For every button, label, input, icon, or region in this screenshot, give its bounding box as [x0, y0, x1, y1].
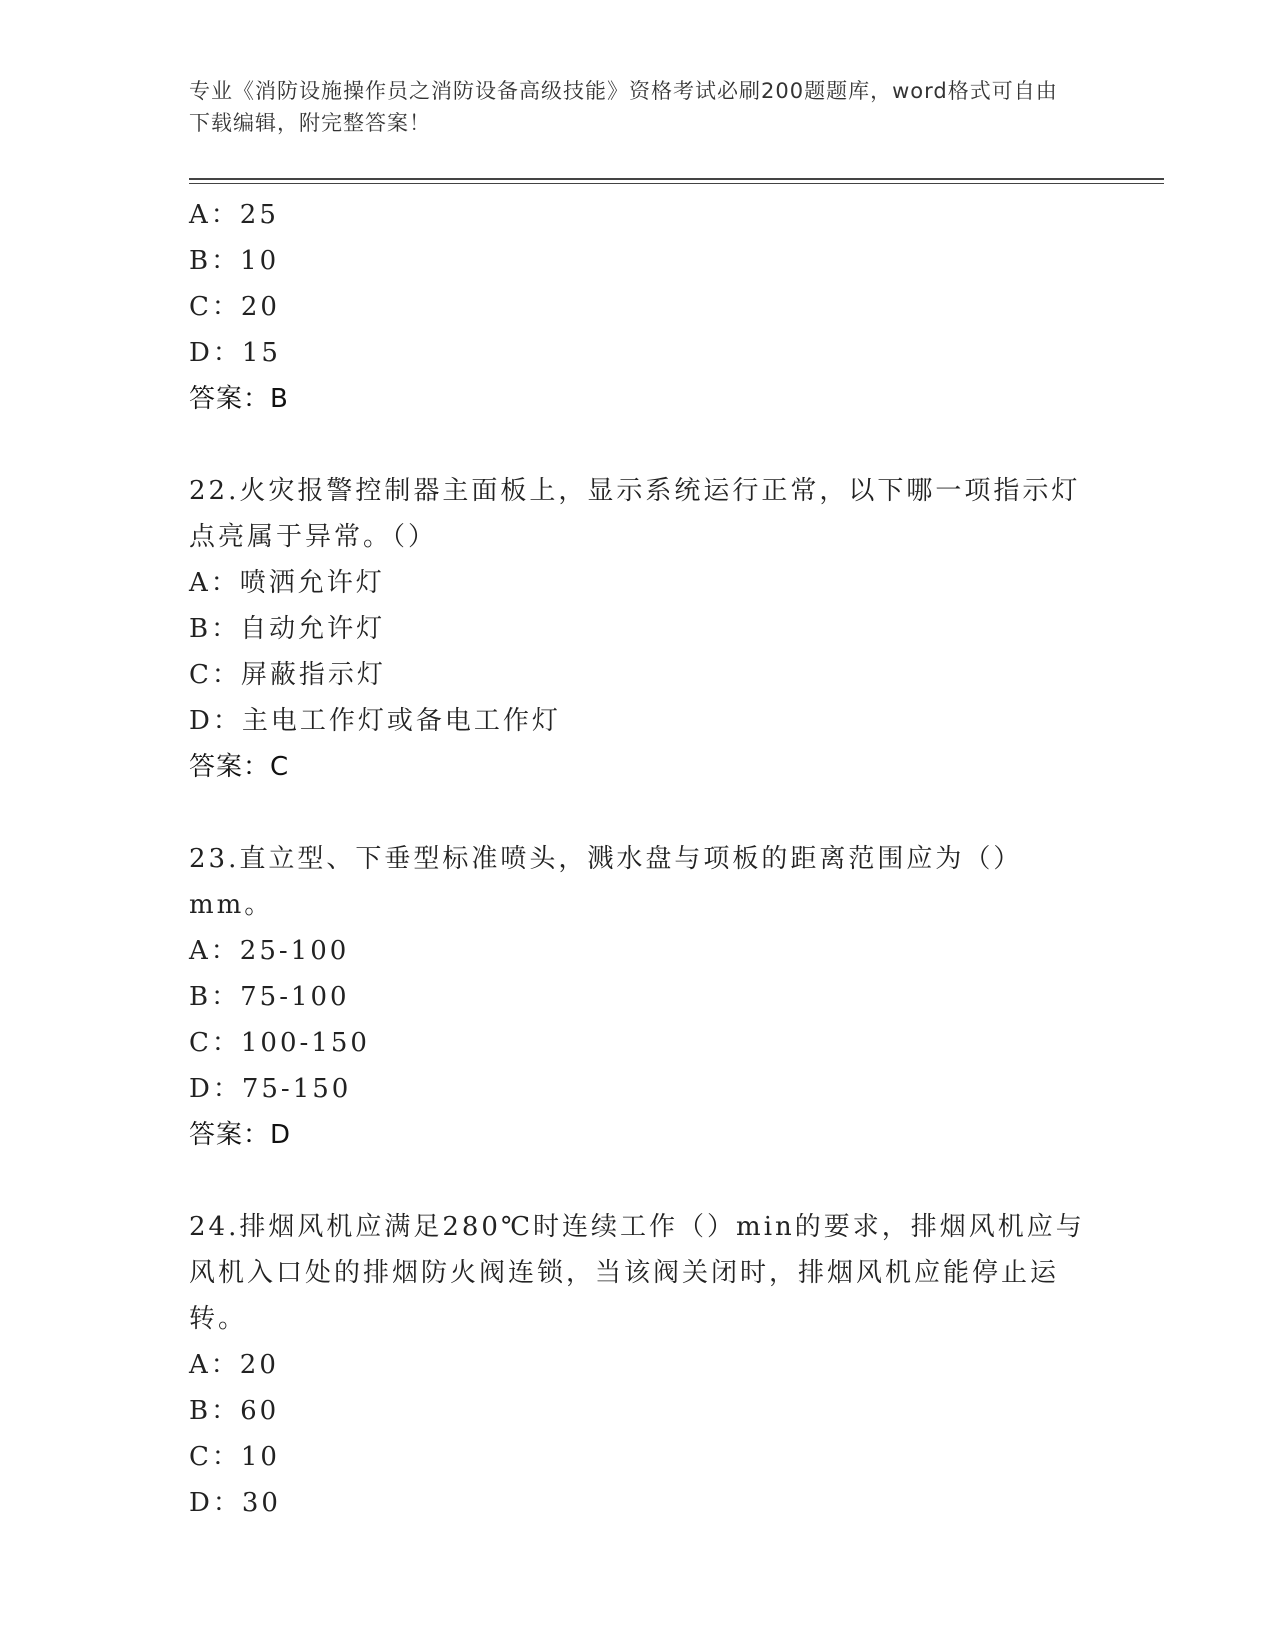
- header-divider-thick: [189, 178, 1164, 180]
- question-21: [189, 192, 1089, 422]
- question-22: [189, 468, 1089, 790]
- option-a: A：25: [189, 200, 279, 230]
- answer: 答案：C: [189, 752, 290, 782]
- option-c: C：20: [189, 292, 280, 322]
- question-list: [189, 192, 1089, 1526]
- question-24: [189, 1204, 1089, 1526]
- option-c: C：100-150: [189, 1028, 370, 1058]
- option-b: B：60: [189, 1396, 280, 1426]
- option-d: D：主电工作灯或备电工作灯: [189, 706, 561, 736]
- question-text: 22.火灾报警控制器主面板上，显示系统运行正常，以下哪一项指示灯点亮属于异常。（）: [189, 476, 1081, 552]
- option-a: A：喷洒允许灯: [189, 568, 385, 598]
- answer: 答案：B: [189, 384, 289, 414]
- option-c: C：屏蔽指示灯: [189, 660, 386, 690]
- question-23: [189, 836, 1089, 1158]
- option-b: B：10: [189, 246, 280, 276]
- question-text: 24.排烟风机应满足280℃时连续工作（）min的要求，排烟风机应与风机入口处的排烟防火阀连锁，当该阀关闭时，排烟风机应能停止运转。: [189, 1212, 1085, 1334]
- option-b: B：75-100: [189, 982, 350, 1012]
- option-a: A：25-100: [189, 936, 350, 966]
- question-text: 23.直立型、下垂型标准喷头，溅水盘与项板的距离范围应为（）mm。: [189, 844, 1023, 920]
- option-b: B：自动允许灯: [189, 614, 386, 644]
- option-a: A：20: [189, 1350, 279, 1380]
- header-divider-thin: [189, 183, 1164, 184]
- document-header: 专业《消防设施操作员之消防设备高级技能》资格考试必刷200题题库，word格式可自由下载编辑，附完整答案！: [189, 79, 1058, 135]
- option-d: D：75-150: [189, 1074, 352, 1104]
- option-d: D：15: [189, 338, 281, 368]
- answer: 答案：D: [189, 1120, 292, 1150]
- option-c: C：10: [189, 1442, 280, 1472]
- option-d: D：30: [189, 1488, 281, 1518]
